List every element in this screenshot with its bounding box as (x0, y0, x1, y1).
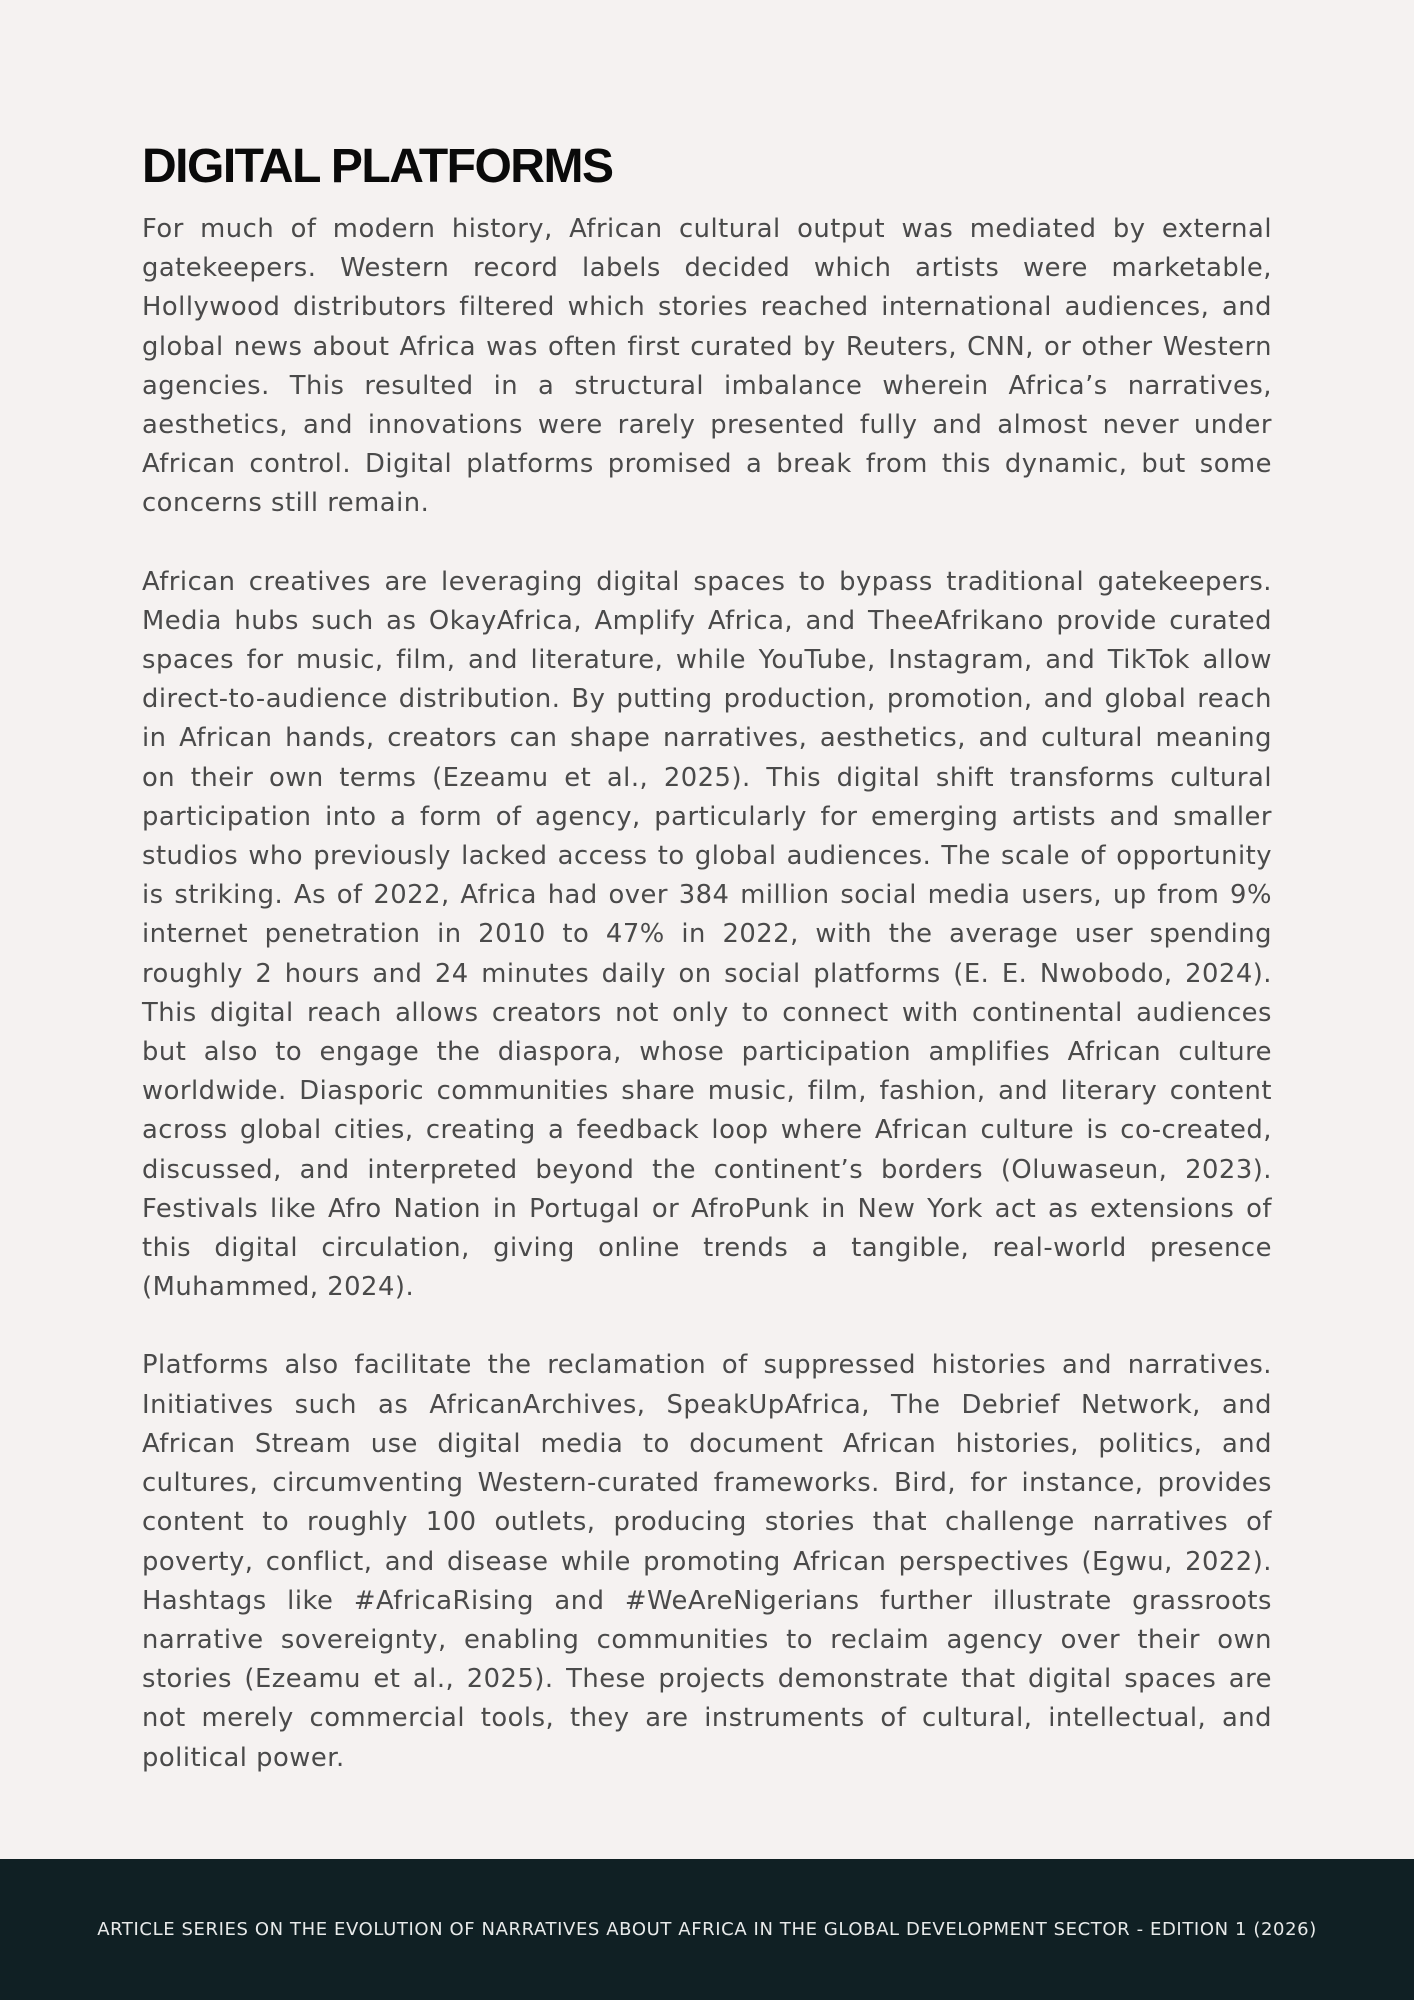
article (142, 138, 1272, 1778)
page-title: DIGITAL PLATFORMS (142, 140, 613, 193)
footer-text: ARTICLE SERIES ON THE EVOLUTION OF NARRATIVES ABOUT AFRICA IN THE GLOBAL DEVELOPMENT SECTOR - EDITION 1 (2026) (97, 1919, 1317, 1940)
paragraph-digital-spaces: African creatives are leveraging digital spaces to bypass traditional gatekeepers. Media hubs such as OkayAfrica, Amplify Africa, and TheeAfrikano provide curated spaces for music, film, and literature, while YouTube, Instagram, and TikTok allow direct-to-audience distribution. By putting production, promotion, and global reach in African hands, creators can shape narratives, aesthetics, and cultural meaning on their own terms (Ezeamu et al., 2025). This digital shift transforms cultural participation into a form of agency, particularly for emerging artists and smaller studios who previously lacked access to global audiences. The scale of opportunity is striking. As of 2022, Africa had over 384 million social media users, up from 9% internet penetration in 2010 to 47% in 2022, with the average user spending roughly 2 hours and 24 minutes daily on social platforms (E. E. Nwobodo, 2024). This digital reach allows creators not only to connect with continental audiences but also to engage the diaspora, whose participation amplifies African culture worldwide. Diasporic communities share music, film, fashion, and literary content across global cities, creating a feedback loop where African culture is co-created, discussed, and interpreted beyond the continent’s borders (Oluwaseun, 2023). Festivals like Afro Nation in Portugal or AfroPunk in New York act as extensions of this digital circulation, giving online trends a tangible, real-world presence (Muhammed, 2024). (142, 566, 1272, 1303)
paragraph-gatekeepers: For much of modern history, African cultural output was mediated by external gatekeepers. Western record labels decided which artists were marketable, Hollywood distributors filtered which stories reached international audiences, and global news about Africa was often first curated by Reuters, CNN, or other Western agencies. This resulted in a structural imbalance wherein Africa’s narratives, aesthetics, and innovations were rarely presented fully and almost never under African control. Digital platforms promised a break from this dynamic, but some concerns still remain. (142, 214, 1272, 519)
paragraph-reclamation: Platforms also facilitate the reclamation of suppressed histories and narratives. Initiatives such as AfricanArchives, SpeakUpAfrica, The Debrief Network, and African Stream use digital media to document African histories, politics, and cultures, circumventing Western-curated frameworks. Bird, for instance, provides content to roughly 100 outlets, producing stories that challenge narratives of poverty, conflict, and disease while promoting African perspectives (Egwu, 2022). Hashtags like #AfricaRising and #WeAreNigerians further illustrate grassroots narrative sovereignty, enabling communities to reclaim agency over their own stories (Ezeamu et al., 2025). These projects demonstrate that digital spaces are not merely commercial tools, they are instruments of cultural, intellectual, and political power. (142, 1350, 1272, 1773)
footer-bar (0, 1859, 1414, 2000)
